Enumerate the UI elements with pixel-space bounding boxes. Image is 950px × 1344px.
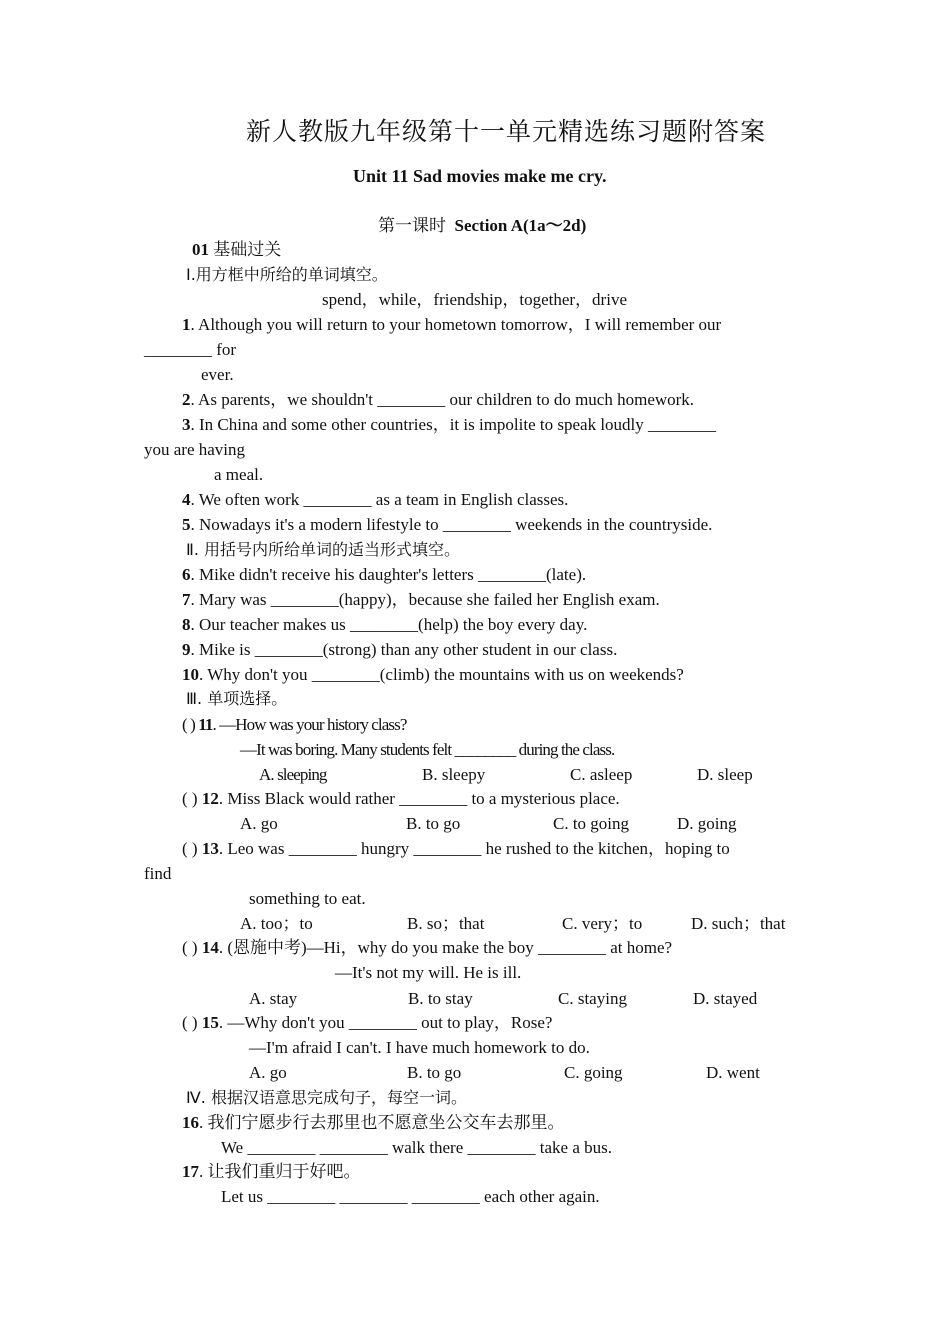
question-text: . Mike is ________(strong) than any other student in our class. (190, 640, 618, 659)
question-number: 7 (182, 590, 191, 609)
option-d: D. sleep (697, 765, 753, 784)
question-14-cont-1: —It's not my will. He is ill. (335, 963, 522, 982)
question-14 (182, 937, 672, 959)
option-b: B. sleepy (422, 765, 486, 784)
lesson-title (378, 215, 586, 237)
question-1 (182, 314, 721, 336)
question-9 (182, 639, 617, 661)
option-c: C. asleep (570, 765, 633, 784)
option-a: A. go (249, 1063, 287, 1082)
question-13-cont-2: something to eat. (249, 889, 366, 908)
option-d: D. such；that (691, 914, 786, 933)
question-text: . In China and some other countries，it is impolite to speak loudly ________ (190, 415, 717, 434)
question-text: . Nowadays it's a modern lifestyle to ________ weekends in the countryside. (190, 515, 713, 534)
question-number: 10 (182, 665, 199, 684)
question-number: 12 (201, 789, 219, 808)
option-d: D. going (677, 814, 737, 833)
option-b: B. to stay (408, 989, 473, 1008)
question-16-cont-1: We ________ ________ walk there ________ take a bus. (221, 1138, 612, 1157)
question-text: . We often work ________ as a team in English classes. (190, 490, 569, 509)
option-b: B. to go (407, 1063, 462, 1082)
part-heading (192, 239, 281, 261)
answer-blank: ( ) (182, 789, 198, 808)
question-text: . 让我们重归于好吧。 (199, 1162, 361, 1181)
question-text: . Why don't you ________(climb) the mountains with us on weekends? (199, 665, 684, 684)
question-10 (182, 664, 684, 686)
option-d: D. went (706, 1063, 760, 1082)
question-number: 2 (182, 390, 191, 409)
question-number: 8 (182, 615, 191, 634)
question-11 (182, 714, 406, 736)
question-text: . Mary was ________(happy)，because she failed her English exam. (190, 590, 660, 609)
question-number: 1 (182, 315, 191, 334)
question-13 (182, 838, 730, 860)
question-17 (182, 1161, 361, 1183)
question-3-cont-1: you are having (144, 440, 246, 459)
question-number: 13 (201, 839, 219, 858)
question-12 (182, 788, 620, 810)
question-number: 11 (198, 715, 213, 734)
section-2-heading: Ⅱ. 用括号内所给单词的适当形式填空。 (186, 540, 461, 559)
option-c: C. going (564, 1063, 623, 1082)
question-text: —Hi，why do you make the boy ________ at home? (306, 938, 673, 957)
option-a: A. too；to (240, 914, 313, 933)
answer-blank: ( ) (182, 839, 198, 858)
option-a: A. sleeping (259, 765, 327, 784)
question-2 (182, 389, 694, 411)
option-c: C. to going (553, 814, 630, 833)
question-number: 6 (182, 565, 191, 584)
section-4-heading: Ⅳ. 根据汉语意思完成句子，每空一词。 (186, 1088, 467, 1107)
unit-title: Unit 11 Sad movies make me cry. (353, 166, 607, 186)
question-number: 17 (182, 1162, 199, 1181)
question-4 (182, 489, 568, 511)
option-d: D. stayed (693, 989, 758, 1008)
question-text: . —How was your history class? (212, 715, 407, 734)
question-source: . (恩施中考) (218, 938, 307, 957)
word-box: spend，while，friendship，together，drive (322, 290, 627, 309)
section-3-heading: Ⅲ. 单项选择。 (186, 689, 288, 708)
answer-blank: ( ) (182, 1013, 198, 1032)
question-3-cont-2: a meal. (214, 465, 264, 484)
question-text: . Although you will return to your hometown tomorrow，I will remember our (190, 315, 722, 334)
question-number: 5 (182, 515, 191, 534)
question-16 (182, 1112, 565, 1134)
answer-blank: ( ) (182, 938, 198, 957)
question-text: . 我们宁愿步行去那里也不愿意坐公交车去那里。 (199, 1113, 565, 1132)
question-15-cont-1: —I'm afraid I can't. I have much homework to do. (249, 1038, 590, 1057)
option-b: B. to go (406, 814, 461, 833)
question-number: 15 (201, 1013, 219, 1032)
question-3 (182, 414, 716, 436)
question-8 (182, 614, 587, 636)
option-a: A. stay (249, 989, 298, 1008)
lesson-section: Section A(1a～2d) (454, 216, 587, 235)
answer-blank: ( ) (182, 715, 195, 734)
part-number: 01 (192, 240, 209, 259)
question-13-cont-1: find (144, 864, 172, 883)
option-c: C. very；to (562, 914, 643, 933)
question-text: . Leo was ________ hungry ________ he rushed to the kitchen，hoping to (218, 839, 730, 858)
question-1-cont-1: ________ for (144, 340, 237, 359)
question-6 (182, 564, 586, 586)
section-1-heading: Ⅰ.用方框中所给的单词填空。 (186, 265, 388, 284)
question-7 (182, 589, 660, 611)
page-title: 新人教版九年级第十一单元精选练习题附答案 (246, 119, 767, 146)
question-17-cont-1: Let us ________ ________ ________ each other again. (221, 1187, 600, 1206)
question-text: . Mike didn't receive his daughter's letters ________(late). (190, 565, 587, 584)
question-15 (182, 1012, 552, 1034)
option-c: C. staying (558, 989, 627, 1008)
question-text: . Our teacher makes us ________(help) the boy every day. (190, 615, 588, 634)
question-11-cont-1: —It was boring. Many students felt ________ during the class. (240, 740, 615, 759)
lesson-prefix: 第一课时 (378, 216, 446, 235)
question-number: 16 (182, 1113, 199, 1132)
question-number: 9 (182, 640, 191, 659)
question-1-cont-2: ever. (201, 365, 234, 384)
question-number: 4 (182, 490, 191, 509)
question-text: . —Why don't you ________ out to play，Rose? (218, 1013, 553, 1032)
question-number: 3 (182, 415, 191, 434)
question-text: . As parents，we shouldn't ________ our children to do much homework. (190, 390, 695, 409)
question-text: . Miss Black would rather ________ to a mysterious place. (218, 789, 620, 808)
part-label: 基础过关 (213, 240, 282, 259)
question-number: 14 (201, 938, 219, 957)
question-5 (182, 514, 712, 536)
option-b: B. so；that (407, 914, 485, 933)
option-a: A. go (240, 814, 278, 833)
